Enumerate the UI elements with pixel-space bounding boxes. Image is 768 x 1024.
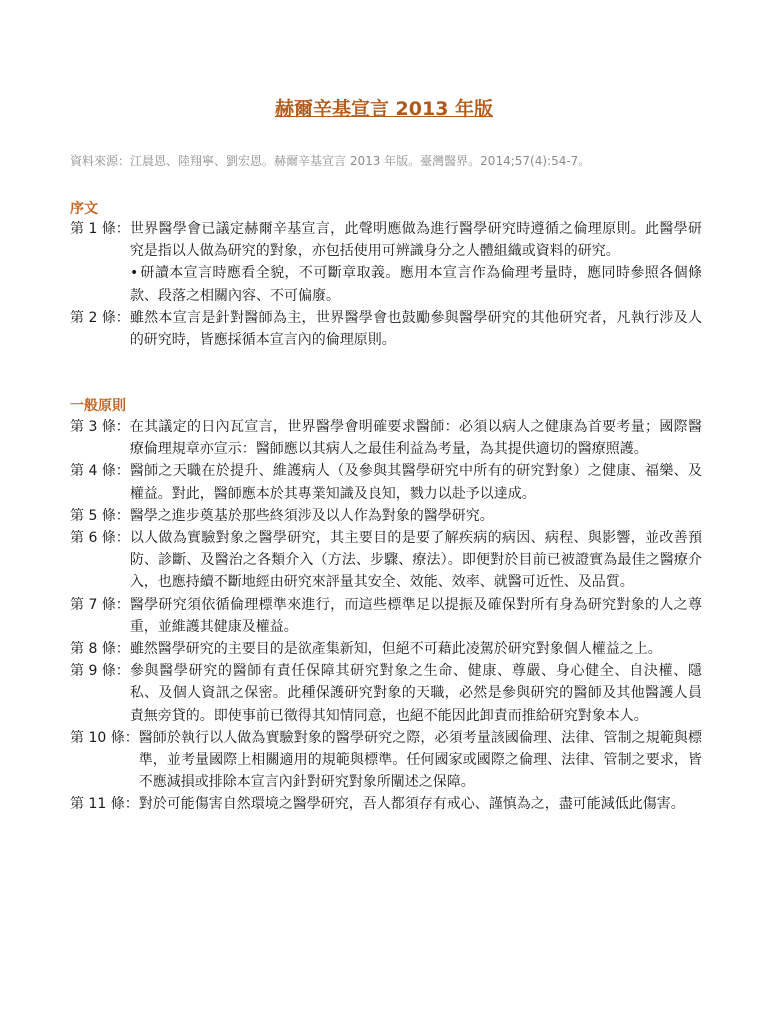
article-7 [70,594,702,638]
article-4 [70,460,702,504]
article-6 [70,527,702,594]
article-8 [70,638,702,660]
article-text: 對於可能傷害自然環境之醫學研究，吾人都須存有戒心、謹慎為之，盡可能減低此傷害。 [138,796,685,813]
section-preamble-articles [70,218,702,351]
article-text: 雖然本宣言是針對醫師為主，世界醫學會也鼓勵參與醫學研究的其他研究者，凡執行涉及人的研究時，皆應採循本宣言內的倫理原則。 [129,309,702,349]
section-heading-preamble: 序文 [70,201,98,217]
article-10 [70,727,702,794]
article-label: 第 10 條： [70,729,139,746]
article-label: 第 4 條： [70,463,130,480]
article-label: 第 11 條： [70,796,139,813]
bullet-icon: • [130,265,139,282]
article-label: 第 7 條： [70,596,130,613]
section-heading-general-principles: 一般原則 [70,398,126,414]
article-label: 第 5 條： [70,507,130,524]
article-text: 以人做為實驗對象之醫學研究，其主要目的是要了解疾病的病因、病程、與影響，並改善預防、診斷、及醫治之各類介入（方法、步驟、療法）。即便對於目前已被證實為最佳之醫療介入，也應持續不斷地經由研究來評量其安全、效能、效率、就醫可近性、及品質。 [129,530,702,591]
article-text: 雖然醫學研究的主要目的是欲產集新知，但絕不可藉此凌駕於研究對象個人權益之上。 [129,641,662,658]
source-citation: 資料來源：江晨恩、陸翔寧、劉宏恩。赫爾辛基宣言 2013 年版。臺灣醫界。2014;57(4):54-7。 [70,154,591,168]
article-text: 醫師於執行以人做為實驗對象的醫學研究之際，必須考量該國倫理、法律、管制之規範與標準，並考量國際上相關適用的規範與標準。任何國家或國際之倫理、法律、管制之要求，皆不應減損或排除本宣言內針對研究對象所闡述之保障。 [138,729,702,791]
document-title: 赫爾辛基宣言 2013 年版 [274,98,494,120]
article-text: 在其議定的日內瓦宣言，世界醫學會明確要求醫師：必須以病人之健康為首要考量；國際醫療倫理規章亦宣示：醫師應以其病人之最佳利益為考量，為其提供適切的醫療照護。 [129,419,702,458]
article-11 [70,793,702,815]
article-text: 醫學研究須依循倫理標準來進行，而這些標準足以提振及確保對所有身為研究對象的人之尊重，並維護其健康及權益。 [129,596,702,635]
bullet-text: 研讀本宣言時應看全貌，不可斷章取義。應用本宣言作為倫理考量時，應同時參照各個條款、段落之相關內容、不可偏廢。 [130,265,702,304]
section-general-principles-articles [70,416,702,816]
article-text: 參與醫學研究的醫師有責任保障其研究對象之生命、健康、尊嚴、身心健全、自決權、隱私、及個人資訊之保密。此種保護研究對象的天職，必然是參與研究的醫師及其他醫護人員責無旁貸的。即使事前已徵得其知情同意，也絕不能因此卸責而推給研究對象本人。 [129,663,702,724]
article-label: 第 2 條： [70,309,130,326]
article-label: 第 1 條： [70,221,130,237]
article-label: 第 6 條： [70,530,130,547]
article-2 [70,307,702,351]
article-3 [70,416,702,460]
article-label: 第 3 條： [70,419,130,435]
article-5 [70,505,702,527]
article-9 [70,660,702,727]
article-text: 醫學之進步奠基於那些終須涉及以人作為對象的醫學研究。 [129,507,494,524]
article-label: 第 9 條： [70,663,130,680]
article-text: 世界醫學會已議定赫爾辛基宣言，此聲明應做為進行醫學研究時遵循之倫理原則。此醫學研究是指以人做為研究的對象，亦包括使用可辨識身分之人體組織或資料的研究。 [129,221,702,260]
article-label: 第 8 條： [70,641,130,658]
article-text: 醫師之天職在於提升、維護病人（及參與其醫學研究中所有的研究對象）之健康、福樂、及權益。對此，醫師應本於其專業知識及良知，戮力以赴予以達成。 [129,463,702,502]
article-1-bullet [70,262,702,306]
article-1 [70,218,702,262]
